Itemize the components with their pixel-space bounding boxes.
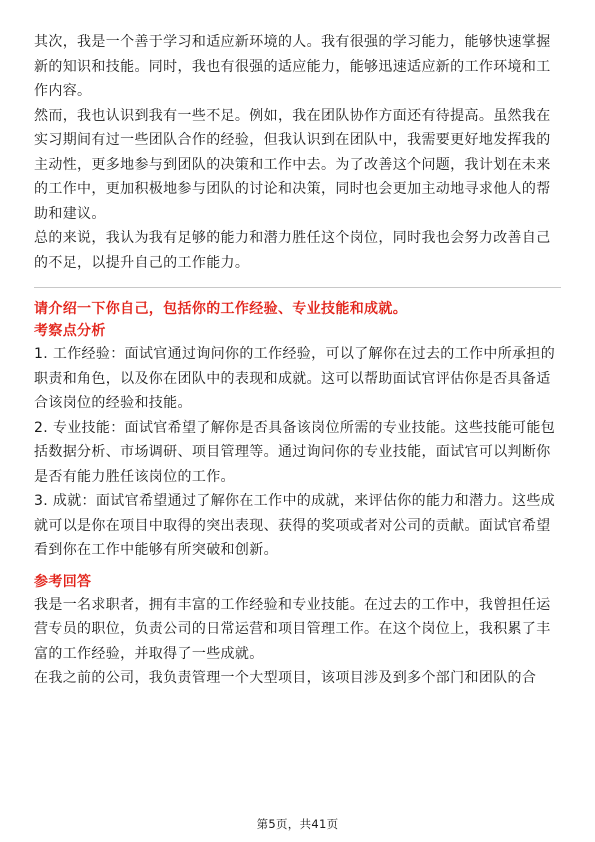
list-item	[34, 342, 561, 416]
analysis-list	[34, 342, 561, 563]
text-line: 助和建议。	[34, 205, 106, 222]
section-divider	[34, 287, 561, 288]
document-page	[34, 30, 561, 691]
text-line: 的不足，以提升自己的工作能力。	[34, 254, 250, 271]
text-line: 实习期间有过一些团队合作的经验，但我认识到在团队中，我需要更好地发挥我的	[34, 132, 551, 148]
paragraph	[34, 666, 561, 691]
paragraph	[34, 226, 561, 275]
text-line: 是否有能力胜任该岗位的工作。	[34, 468, 235, 485]
text-line: 3. 成就：面试官希望通过了解你在工作中的成就，来评估你的能力和潜力。这些成	[34, 493, 556, 509]
list-item	[34, 416, 561, 490]
paragraph	[34, 30, 561, 104]
interview-question: 请介绍一下你自己，包括你的工作经验、专业技能和成就。	[34, 301, 408, 317]
text-line: 新的知识和技能。同时，我也有很强的适应能力，能够迅速适应新的工作环境和工	[34, 58, 551, 75]
list-item	[34, 489, 561, 563]
text-line: 2. 专业技能：面试官希望了解你是否具备该岗位所需的专业技能。这些技能可能包	[34, 419, 556, 436]
analysis-heading: 考察点分析	[34, 323, 106, 339]
text-line: 总的来说，我认为我有足够的能力和潜力胜任这个岗位，同时我也会努力改善自己	[34, 230, 551, 246]
text-line: 看到你在工作中能够有所突破和创新。	[34, 542, 278, 558]
page-number-footer: 第5页，共41页	[256, 817, 339, 831]
text-line: 然而，我也认识到我有一些不足。例如，我在团队协作方面还有待提高。虽然我在	[34, 107, 551, 124]
text-line: 其次，我是一个善于学习和适应新环境的人。我有很强的学习能力，能够快速掌握	[34, 34, 551, 50]
text-line: 的工作中，更加积极地参与团队的讨论和决策，同时也会更加主动地寻求他人的帮	[34, 181, 551, 197]
text-line: 职责和角色，以及你在团队中的表现和成就。这可以帮助面试官评估你是否具备适	[34, 370, 551, 387]
text-line: 括数据分析、市场调研、项目管理等。通过询问你的专业技能，面试官可以判断你	[34, 444, 551, 460]
text-line: 我是一名求职者，拥有丰富的工作经验和专业技能。在过去的工作中，我曾担任运	[34, 596, 551, 613]
text-line: 在我之前的公司，我负责管理一个大型项目，该项目涉及到多个部门和团队的合	[34, 670, 537, 686]
text-line: 合该岗位的经验和技能。	[34, 395, 192, 411]
paragraph	[34, 593, 561, 667]
answer-section	[34, 593, 561, 691]
text-line: 就可以是你在项目中取得的突出表现、获得的奖项或者对公司的贡献。面试官希望	[34, 517, 551, 534]
text-line: 1. 工作经验：面试官通过询问你的工作经验，可以了解你在过去的工作中所承担的	[34, 346, 556, 362]
text-line: 作内容。	[34, 83, 92, 99]
text-line: 富的工作经验，并取得了一些成就。	[34, 645, 264, 662]
text-line: 主动性，更多地参与到团队的决策和工作中去。为了改善这个问题，我计划在未来	[34, 156, 551, 173]
answer-heading: 参考回答	[34, 573, 92, 590]
text-line: 营专员的职位，负责公司的日常运营和项目管理工作。在这个岗位上，我积累了丰	[34, 621, 551, 637]
intro-section	[34, 30, 561, 275]
paragraph	[34, 104, 561, 227]
